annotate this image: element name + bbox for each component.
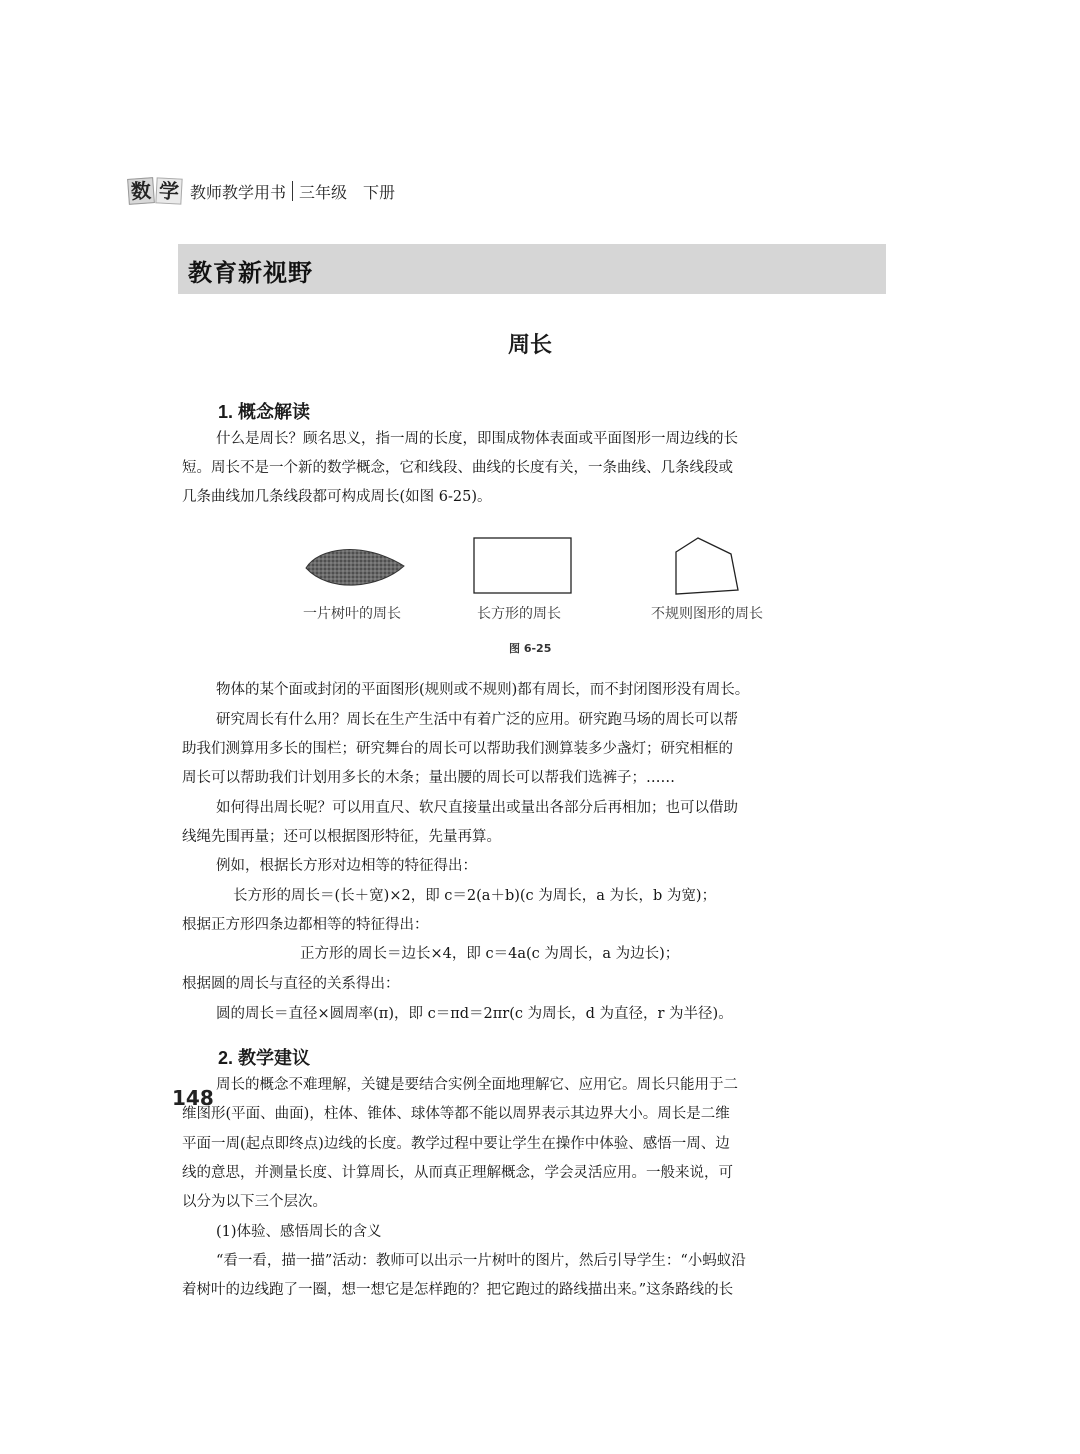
- irregular-shape: [676, 538, 738, 594]
- body-line-9: 根据正方形四条边都相等的特征得出：: [182, 917, 429, 933]
- section-2-line-7: “看一看，描一描”活动：教师可以出示一片树叶的图片，然后引导学生：“小蚂蚁沿: [216, 1253, 746, 1269]
- section-1-heading: 1. 概念解读: [218, 402, 311, 422]
- formula-rectangle: 长方形的周长＝(长＋宽)×2，即 c＝2(a＋b)(c 为周长，a 为长，b 为宽)；: [233, 888, 717, 904]
- leaf-shape: [306, 550, 404, 586]
- formula-square: 正方形的周长＝边长×4，即 c＝4a(c 为周长，a 为边长)；: [300, 946, 680, 962]
- section-banner-title: 教育新视野: [188, 259, 313, 287]
- irregular-caption: 不规则图形的周长: [651, 606, 763, 622]
- body-line-7: 例如，根据长方形对边相等的特征得出：: [216, 858, 477, 874]
- grade-label: 三年级 下册: [299, 182, 396, 202]
- brand-char-2: 学: [155, 177, 182, 204]
- body-line-1: 物体的某个面或封闭的平面图形(规则或不规则)都有周长，而不封闭图形没有周长。: [216, 682, 750, 698]
- page-number: 148: [172, 1086, 214, 1110]
- body-line-11: 根据圆的周长与直径的关系得出：: [182, 976, 400, 992]
- page-title: 周长: [507, 333, 552, 358]
- rectangle-caption: 长方形的周长: [477, 606, 561, 622]
- body-line-3: 助我们测算用多长的围栏；研究舞台的周长可以帮助我们测算装多少盏灯；研究相框的: [182, 741, 733, 757]
- leaf-caption: 一片树叶的周长: [303, 606, 401, 622]
- section-2-line-4: 线的意思，并测量长度、计算周长，从而真正理解概念，学会灵活应用。一般来说，可: [182, 1165, 733, 1181]
- section-2-line-5: 以分为以下三个层次。: [182, 1194, 327, 1210]
- subsection-heading: (1)体验、感悟周长的含义: [216, 1224, 382, 1240]
- section-2-line-3: 平面一周(起点即终点)边线的长度。教学过程中要让学生在操作中体验、感悟一周、边: [182, 1136, 730, 1152]
- body-line-4: 周长可以帮助我们计划用多长的木条；量出腰的周长可以帮我们选裤子；……: [182, 770, 675, 786]
- body-line-6: 线绳先围再量；还可以根据图形特征，先量再算。: [182, 829, 501, 845]
- section-2-line-2: 维图形(平面、曲面)，柱体、锥体、球体等都不能以周界表示其边界大小。周长是二维: [182, 1106, 730, 1122]
- figure-label: 图 6-25: [509, 642, 552, 655]
- running-header: [128, 176, 395, 206]
- section-2-line-1: 周长的概念不难理解，关键是要结合实例全面地理解它、应用它。周长只能用于二: [216, 1077, 738, 1093]
- section-1-line-3: 几条曲线加几条线段都可构成周长(如图 6-25)。: [182, 489, 492, 505]
- header-divider: [292, 181, 293, 201]
- section-banner: [178, 244, 886, 294]
- section-1-line-2: 短。周长不是一个新的数学概念，它和线段、曲线的长度有关，一条曲线、几条线段或: [182, 460, 733, 476]
- section-2-line-8: 着树叶的边线跑了一圈，想一想它是怎样跑的？把它跑过的路线描出来。”这条路线的长: [182, 1282, 734, 1298]
- section-2-heading: 2. 教学建议: [218, 1048, 311, 1068]
- book-brand-logo: [128, 178, 182, 204]
- formula-circle: 圆的周长＝直径×圆周率(π)，即 c＝πd＝2πr(c 为周长，d 为直径，r 为半径)。: [216, 1006, 733, 1022]
- body-line-5: 如何得出周长呢？可以用直尺、软尺直接量出或量出各部分后再相加；也可以借助: [216, 800, 738, 816]
- rectangle-shape: [474, 538, 571, 593]
- book-title: 教师教学用书: [190, 182, 287, 202]
- brand-char-1: 数: [127, 177, 155, 205]
- section-1-line-1: 什么是周长？顾名思义，指一周的长度，即围成物体表面或平面图形一周边线的长: [216, 431, 738, 447]
- body-line-2: 研究周长有什么用？周长在生产生活中有着广泛的应用。研究跑马场的周长可以帮: [216, 712, 738, 728]
